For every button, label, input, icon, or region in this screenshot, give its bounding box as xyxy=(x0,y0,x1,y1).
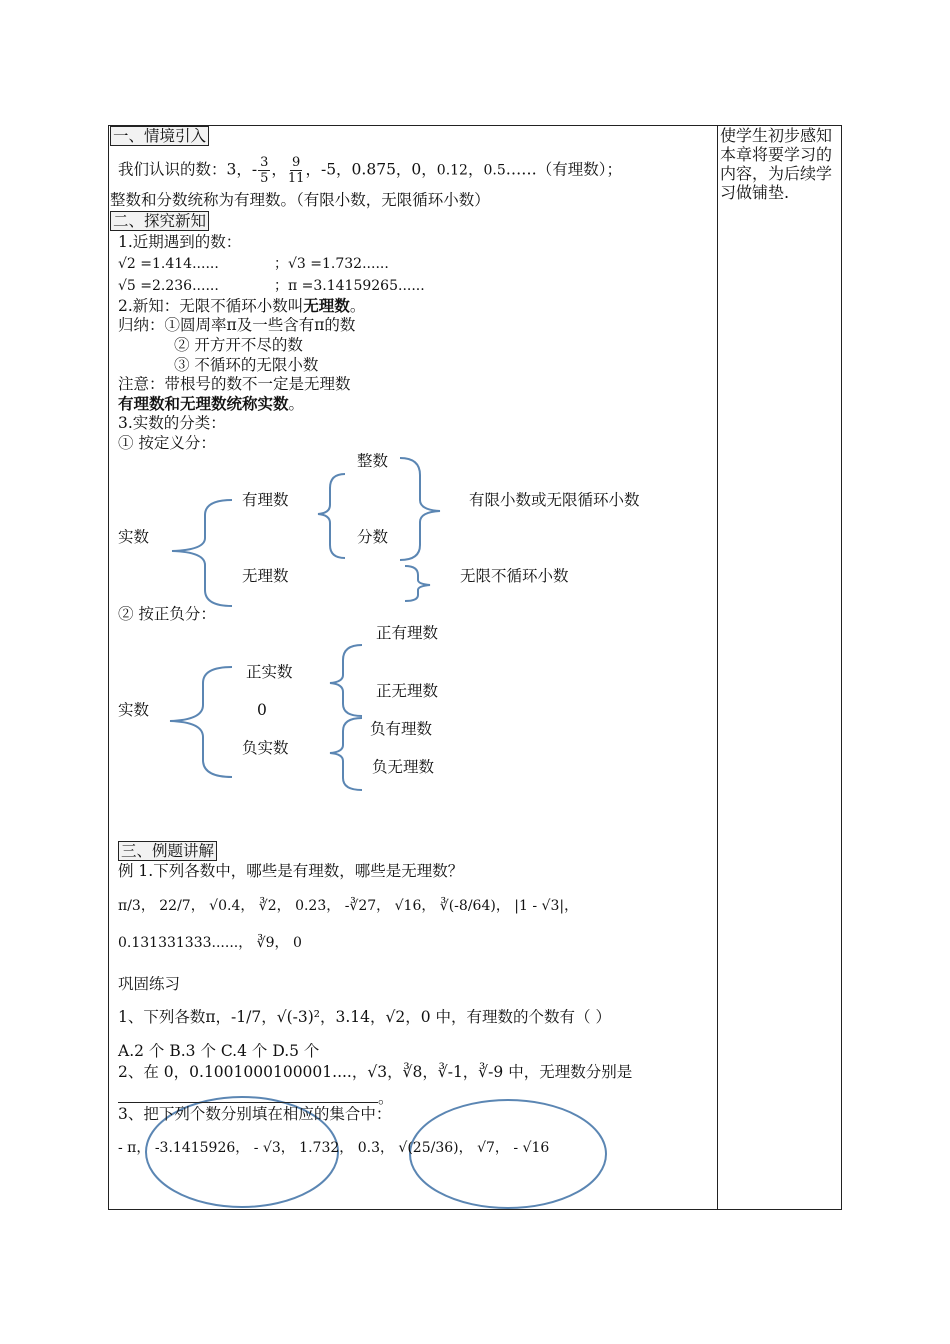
sqrt5-value: √5 =2.236...... xyxy=(118,278,219,294)
summary-1: 归纳：①圆周率π及一些含有π的数 xyxy=(118,316,356,334)
tree2-neg-irrational: 负无理数 xyxy=(372,758,435,776)
section-1-line-1: 我们认识的数：3，- $\frac{3}{5}$ ， $\frac{9}{11}$ ，-5，0.875，0，0.12，0.5……（有理数）； xyxy=(118,155,623,186)
repeating-decimal-2: 0.5 xyxy=(483,162,506,179)
question-1: 1、下列各数π，-1/7，√(-3)²，3.14，√2，0 中，有理数的个数有（ ） xyxy=(118,1008,611,1026)
classify-by-sign: ② 按正负分： xyxy=(118,605,216,623)
example-1: 例 1.下列各数中，哪些是有理数，哪些是无理数？ xyxy=(118,862,464,880)
tree2-negative-brace xyxy=(330,718,362,790)
pi-value: ；π =3.14159265...... xyxy=(274,278,425,294)
question-3-numbers: - π， -3.1415926， - √3， 1.732， 0.3̇， √(25/36)， √7， - √16 xyxy=(118,1140,550,1156)
question-2-blank: 。 xyxy=(118,1088,394,1108)
tree2-positive: 正实数 xyxy=(246,663,293,681)
question-1-options: A.2 个 B.3 个 C.4 个 D.5 个 xyxy=(118,1042,320,1060)
item-3: 3.实数的分类： xyxy=(118,414,226,432)
tree1-fraction: 分数 xyxy=(357,528,389,546)
tree1-rational-brace xyxy=(318,474,345,558)
practice-heading: 巩固练习 xyxy=(118,975,181,993)
summary-2: ② 开方开不尽的数 xyxy=(174,336,303,354)
note: 注意：带根号的数不一定是无理数 xyxy=(118,375,351,393)
summary-3: ③ 不循环的无限小数 xyxy=(174,356,319,374)
sqrt2-value: √2 =1.414...... xyxy=(118,256,219,272)
tree2-pos-irrational: 正无理数 xyxy=(376,682,439,700)
question-2: 2、在 0，0.1001000100001....，√3，∛8，∛-1，∛-9 中，无理数分别是 xyxy=(118,1063,633,1081)
tree1-root-brace xyxy=(172,500,232,606)
example-1-numbers: π/3， 22/7， √0.4， ∛2， 0.23̇， -∛27， √16， ∛(-8/64)， |1 - √3|， xyxy=(118,898,579,914)
item-1: 1.近期遇到的数： xyxy=(118,233,242,251)
tree1-irrational: 无理数 xyxy=(242,567,289,585)
tree1-irrational-desc: 无限不循环小数 xyxy=(460,567,569,585)
tree2-neg-rational: 负有理数 xyxy=(370,720,433,738)
tree2-pos-rational: 正有理数 xyxy=(376,624,439,642)
tree1-rational: 有理数 xyxy=(242,491,289,509)
tree2-root: 实数 xyxy=(118,701,150,719)
tree1-small-brace xyxy=(405,566,430,601)
question-3: 3、把下列个数分别填在相应的集合中： xyxy=(118,1105,392,1123)
section-1-line-2: 整数和分数统称为有理数。（有限小数，无限循环小数） xyxy=(110,191,490,209)
side-note: 使学生初步感知本章将要学习的内容，为后续学习做铺垫. xyxy=(720,126,833,202)
example-1-numbers-2: 0.131331333......， ∛9， 0 xyxy=(118,935,302,951)
tree2-zero: 0 xyxy=(257,701,267,719)
real-number-definition: 有理数和无理数统称实数。 xyxy=(118,394,305,413)
section-2-title: 二、探究新知 xyxy=(110,211,209,231)
tree1-integer: 整数 xyxy=(357,452,389,470)
tree1-root: 实数 xyxy=(118,528,150,546)
tree2-root-brace xyxy=(170,667,232,777)
tree1-right-brace xyxy=(400,458,440,560)
section-3-title: 三、例题讲解 xyxy=(118,841,217,861)
tree2-negative: 负实数 xyxy=(242,739,289,757)
section-1-title: 一、情境引入 xyxy=(110,126,209,146)
fraction-3-5: $\frac{3}{5}$ xyxy=(260,155,269,186)
sqrt3-value: ；√3 =1.732...... xyxy=(274,256,389,272)
fraction-9-11: $\frac{9}{11}$ xyxy=(287,155,305,186)
tree2-positive-brace xyxy=(330,645,362,716)
tree1-rational-desc: 有限小数或无限循环小数 xyxy=(469,491,640,509)
classify-by-definition: ① 按定义分： xyxy=(118,434,216,452)
item-2: 2.新知：无限不循环小数叫无理数。 xyxy=(118,296,366,315)
repeating-decimal-1: 0.12 xyxy=(436,162,468,179)
